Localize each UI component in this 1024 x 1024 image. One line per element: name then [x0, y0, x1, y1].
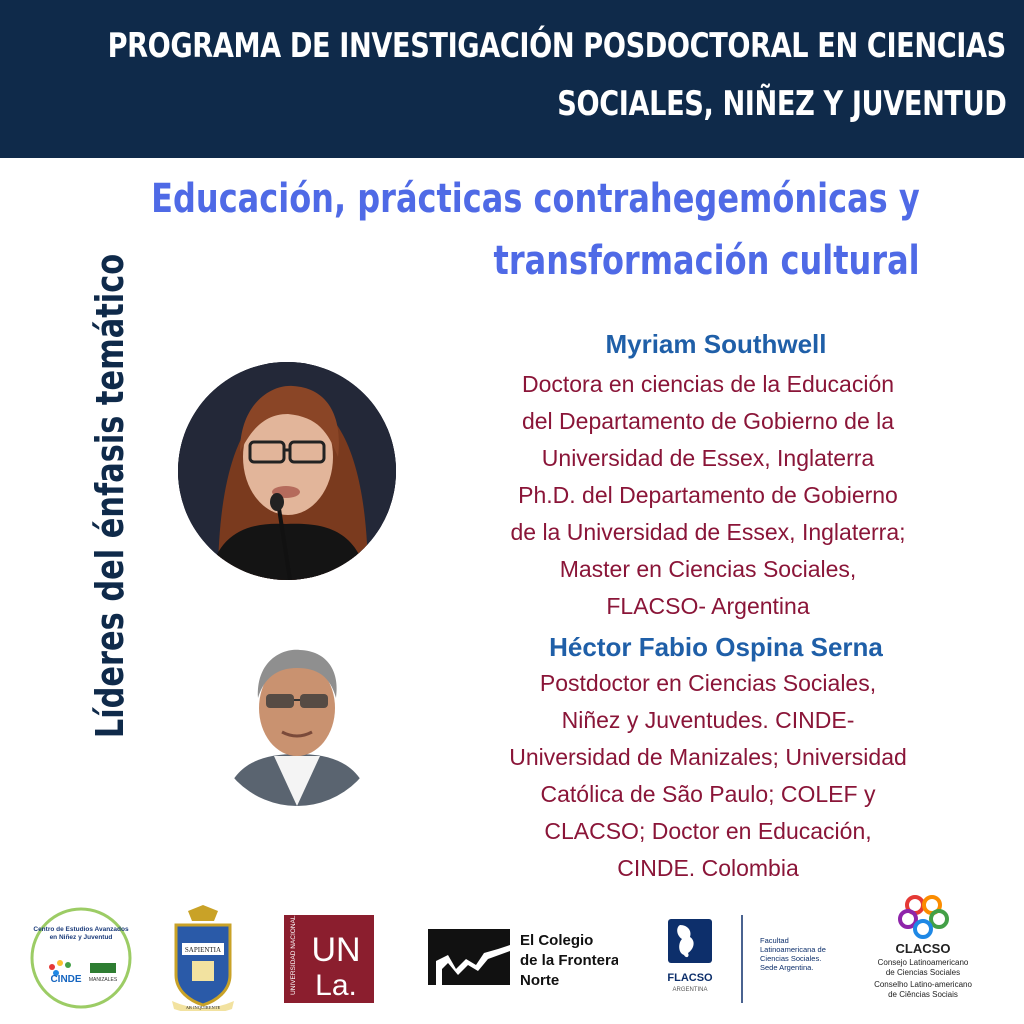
bio-line: CLACSO; Doctor en Educación, [544, 818, 872, 844]
university-crest-logo [168, 905, 238, 1011]
colef-line-1: El Colegio [520, 932, 594, 949]
bio-line: FLACSO- Argentina [606, 593, 810, 619]
bio-line: de la Universidad de Essex, Inglaterra; [510, 519, 906, 545]
clacso-desc-4: de Ciências Sociais [888, 990, 958, 999]
bio-line: Niñez y Juventudes. CINDE- [561, 707, 855, 733]
program-title-line-1: PROGRAMA DE INVESTIGACIÓN POSDOCTORAL EN CIENCIAS [107, 26, 1006, 66]
clacso-desc-3: Conselho Latino-americano [874, 980, 972, 989]
flacso-desc-1: Facultad [760, 936, 789, 945]
bio-line: Universidad de Essex, Inglaterra [541, 445, 875, 471]
side-title: Líderes del énfasis temático [88, 253, 132, 739]
cinde-line-2: en Niñez y Juventud [49, 934, 113, 941]
flacso-desc-4: Sede Argentina. [760, 963, 814, 972]
cinde-logo [30, 907, 132, 1009]
cinde-line-1: Centro de Estudios Avanzados [33, 926, 129, 933]
bio-line: Católica de São Paulo; COLEF y [540, 781, 876, 807]
clacso-logo [860, 889, 990, 1005]
program-title-line-2: SOCIALES, NIÑEZ Y JUVENTUD [556, 84, 1006, 124]
crest-banner-bottom: AB INQUIRENTE [185, 1005, 221, 1010]
emphasis-title-line-1: Educación, prácticas contrahegemónicas y [151, 176, 920, 222]
bio-line: Postdoctor en Ciencias Sociales, [539, 670, 877, 696]
leader-name-2: Héctor Fabio Ospina Serna [549, 632, 883, 662]
clacso-desc-1: Consejo Latinoamericano [877, 958, 969, 967]
crest-banner-top: SAPIENTIA [184, 946, 222, 954]
bio-line: CINDE. Colombia [617, 855, 799, 881]
unla-side-text: UNIVERSIDAD NACIONAL DE LANÚS [290, 915, 297, 995]
leader-photo-ospina [212, 636, 382, 806]
clacso-mark: CLACSO [895, 941, 951, 956]
leader-bio-2 [458, 665, 958, 887]
flacso-country: ARGENTINA [672, 987, 708, 993]
header-banner [0, 0, 1024, 158]
emphasis-title-line-2: transformación cultural [493, 238, 920, 284]
flacso-logo [660, 913, 840, 1005]
colef-line-3: Norte [520, 972, 560, 989]
flacso-desc-3: Ciencias Sociales. [760, 954, 822, 963]
unla-mark-2: La. [315, 969, 357, 1002]
clacso-desc-2: de Ciencias Sociales [885, 968, 961, 977]
unla-mark-1: UN [311, 931, 361, 969]
leader-name-1: Myriam Southwell [605, 329, 827, 359]
bio-line: del Departamento de Gobierno de la [521, 408, 895, 434]
cinde-mark: CINDE [50, 974, 82, 985]
side-title-container [80, 236, 140, 756]
unla-logo [284, 915, 374, 1003]
bio-line: Ph.D. del Departamento de Gobierno [518, 482, 898, 508]
leader-bio-1 [458, 366, 958, 625]
bio-line: Master en Ciencias Sociales, [559, 556, 857, 582]
bio-line: Doctora en ciencias de la Educación [521, 371, 895, 397]
colef-line-2: de la Frontera [520, 952, 618, 969]
cinde-partner: MANIZALES [88, 977, 118, 983]
flacso-mark: FLACSO [667, 972, 713, 984]
leader-photo-southwell [178, 362, 396, 580]
bio-line: Universidad de Manizales; Universidad [509, 744, 907, 770]
flacso-desc-2: Latinoamericana de [760, 945, 826, 954]
partner-logos [0, 895, 1024, 1015]
colef-logo [428, 925, 618, 995]
